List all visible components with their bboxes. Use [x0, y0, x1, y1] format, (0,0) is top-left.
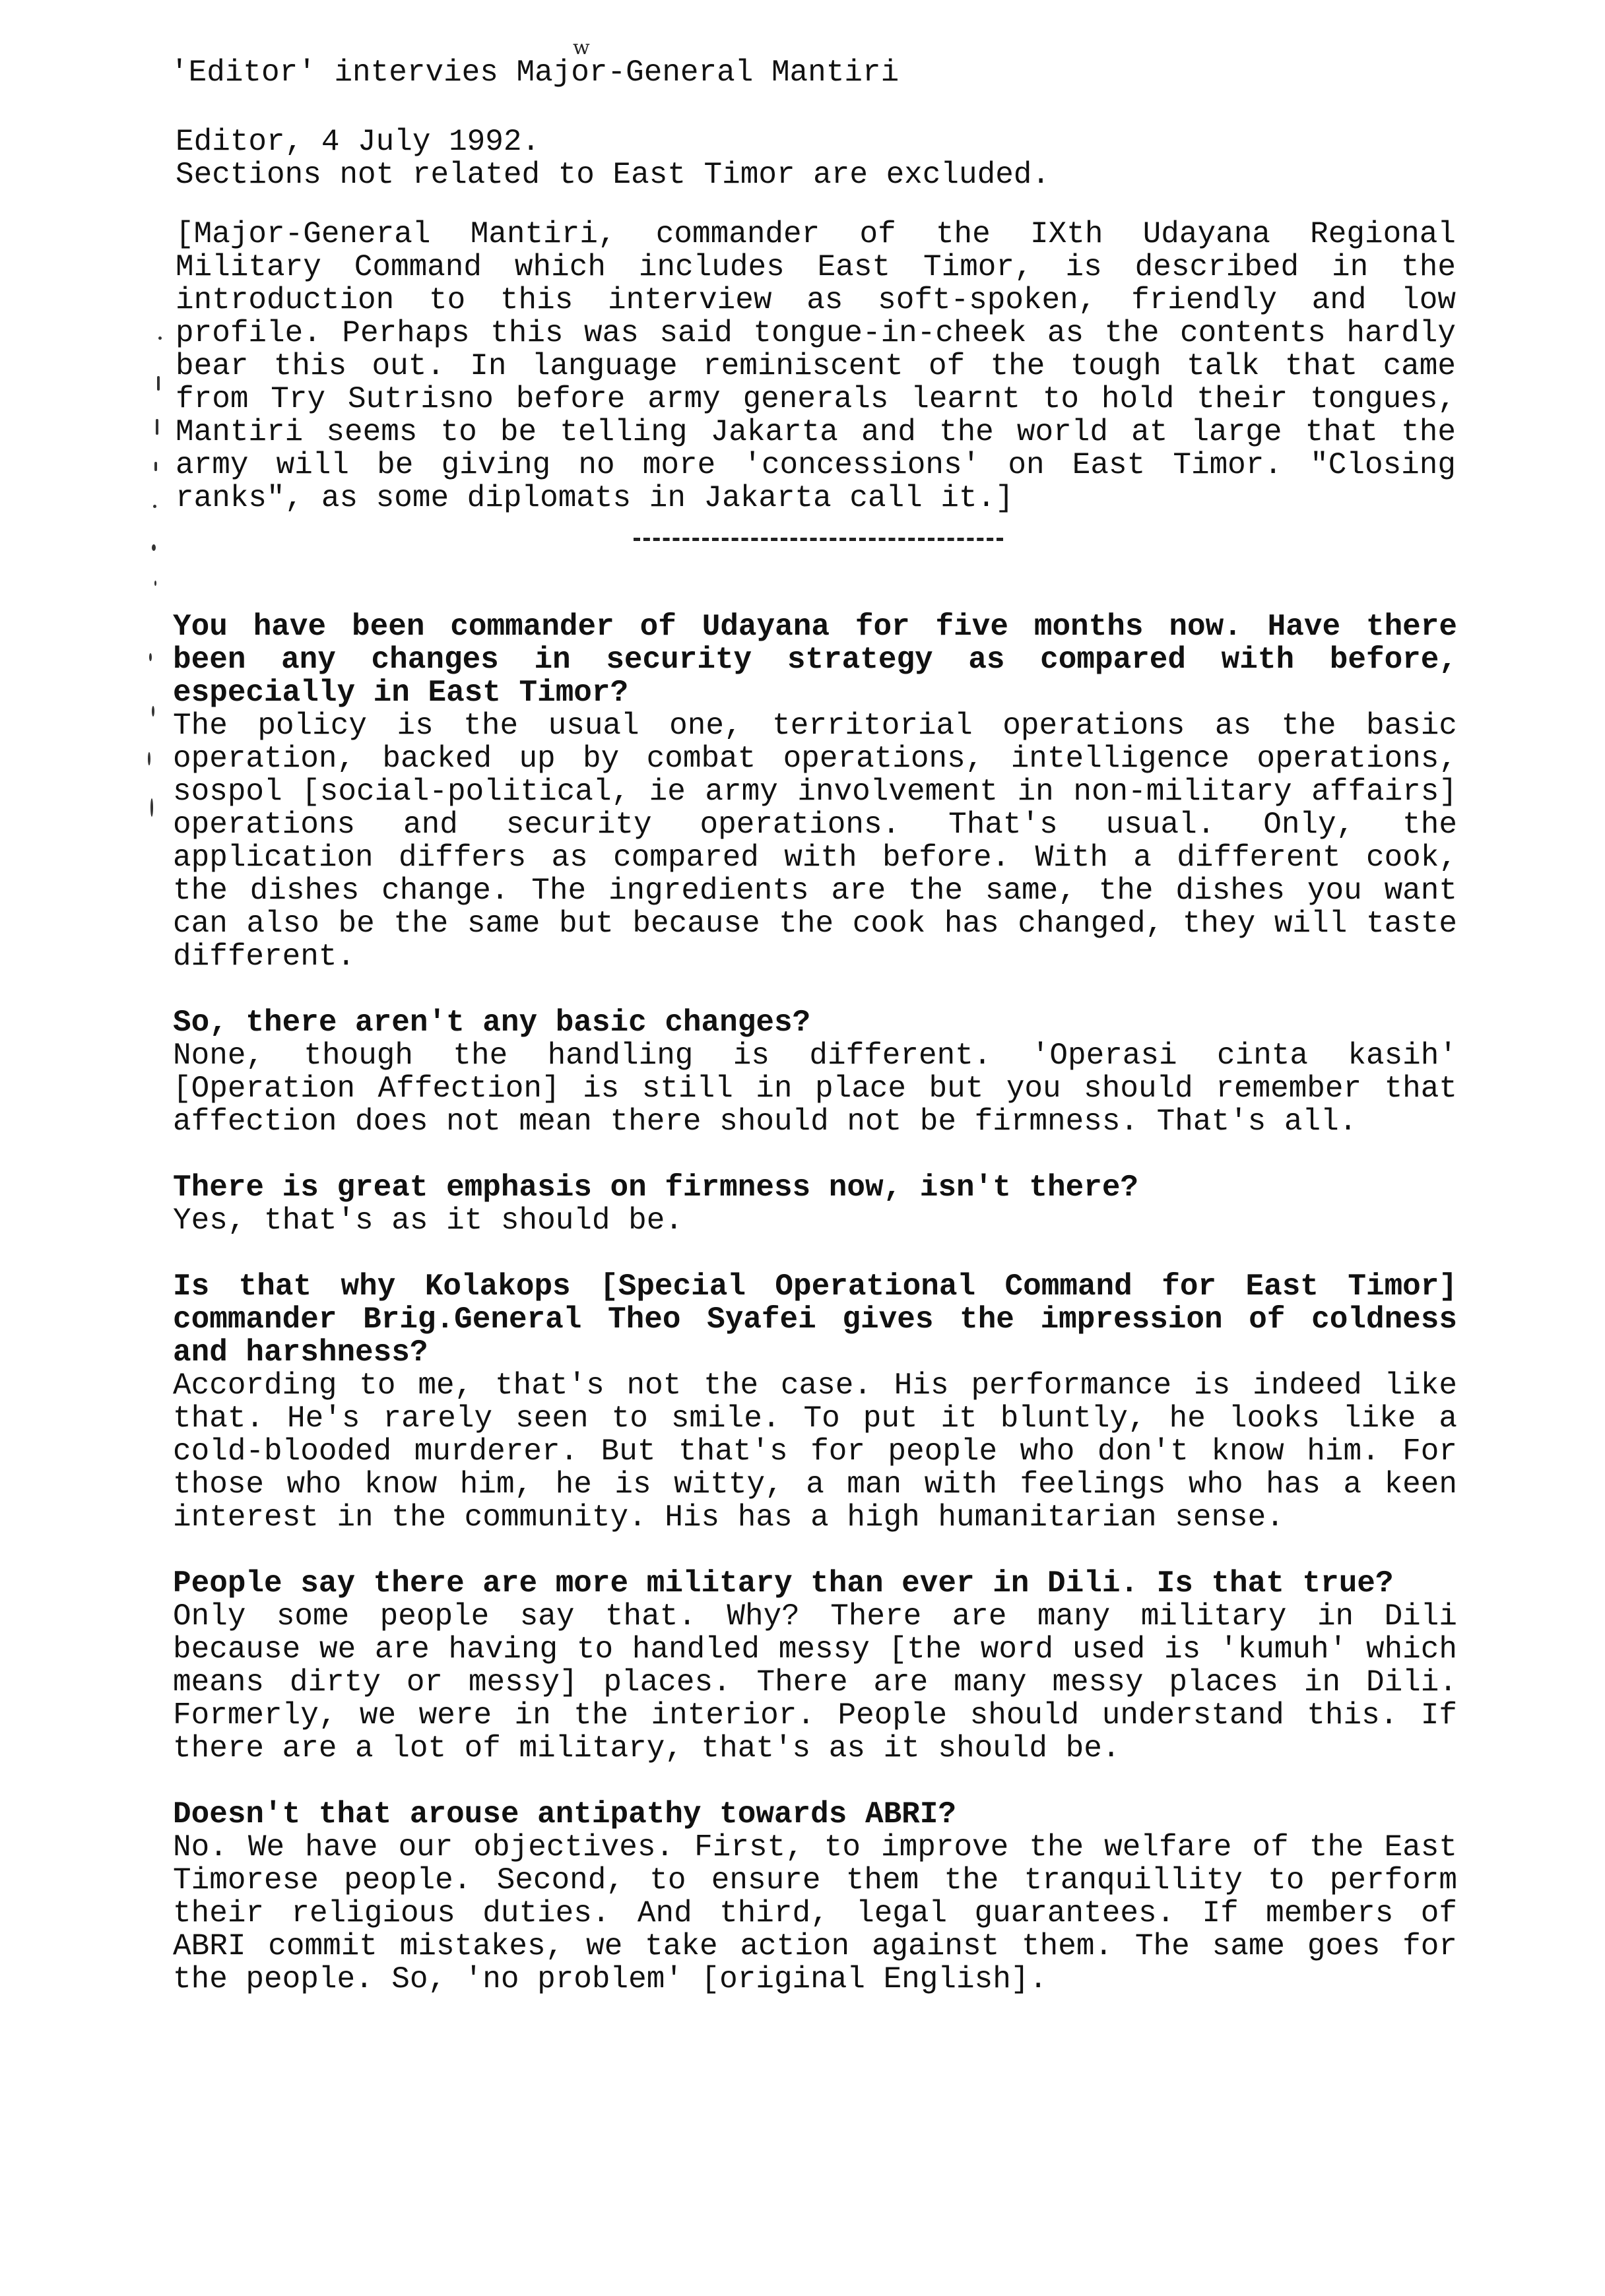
title-text-part1: 'Editor' intervie	[170, 55, 480, 90]
answer: None, though the handling is different. 'Operasi cinta kasih' [Operation Affection] is still in place but you should remember that affection does not mean there should not be firmness. That's all.	[173, 1038, 1457, 1139]
scan-speck	[154, 462, 157, 471]
question: Is that why Kolakops [Special Operational Command for East Timor] commander Brig.General Theo Syafei gives the impression of coldness and harshness?	[173, 1269, 1457, 1370]
qa-block	[173, 1270, 1457, 1534]
qa-block	[173, 1798, 1457, 1996]
qa-block	[173, 1006, 1457, 1138]
source-info	[176, 125, 1495, 191]
question: You have been commander of Udayana for five months now. Have there been any changes in security strategy as compared with before, especially in East Timor?	[173, 610, 1457, 710]
scan-speck	[152, 544, 156, 551]
handwritten-correction: w	[573, 36, 590, 59]
scan-speck	[152, 706, 154, 717]
margin-scan-marks	[132, 284, 172, 877]
qa-block	[173, 610, 1457, 973]
question: Doesn't that arouse antipathy towards ABRI?	[173, 1797, 956, 1832]
document-title	[170, 36, 1424, 92]
source-scope-line: Sections not related to East Timor are excluded.	[176, 158, 1051, 192]
scan-speck	[153, 505, 156, 508]
scan-speck	[150, 798, 153, 817]
scan-speck	[148, 752, 150, 765]
scan-speck	[157, 376, 160, 391]
answer: The policy is the usual one, territorial operations as the basic operation, backed up by combat operations, intelligence operations, sospol [social-political, ie army involvement in non-military affairs] operations and security operations. That's usual. Only, the application differs as compared with before. With a different cook, the dishes change. The ingredients are the same, the dishes you want can also be the same but because the cook has changed, they will taste different.	[173, 709, 1457, 974]
scan-speck	[158, 336, 162, 340]
scan-speck	[156, 419, 158, 435]
question: There is great emphasis on firmness now, isn't there?	[173, 1170, 1139, 1205]
scan-speck	[149, 653, 152, 661]
answer: No. We have our objectives. First, to improve the welfare of the East Timorese people. Second, to ensure them the tranquillity to perform their religious duties. And third, legal guarantees. If members of ABRI commit mistakes, we take action against them. The same goes for the people. So, 'no problem' [original English].	[173, 1830, 1457, 1996]
question: People say there are more military than ever in Dili. Is that true?	[173, 1566, 1394, 1601]
qa-block	[173, 1567, 1457, 1765]
qa-block	[173, 1171, 1457, 1237]
answer: Only some people say that. Why? There are many military in Dili because we are having to handled messy [the word used is 'kumuh' which means dirty or messy] places. There are many messy places in Dili. Formerly, we were in the interior. People should understand this. If there are a lot of military, that's as it should be.	[173, 1599, 1457, 1766]
scan-speck	[154, 581, 156, 586]
answer: According to me, that's not the case. His performance is indeed like that. He's rarely seen to smile. To put it bluntly, he looks like a cold-blooded murderer. But that's for people who don't know him. For those who know him, he is witty, a man with feelings who has a keen interest in the community. His has a high humanitarian sense.	[173, 1368, 1457, 1535]
answer: Yes, that's as it should be.	[173, 1203, 683, 1238]
editorial-introduction: [Major-General Mantiri, commander of the IXth Udayana Regional Military Command which includes East Timor, is described in the introduction to this interview as soft-spoken, friendly and low profile. Perhaps this was said tongue-in-cheek as the contents hardly bear this out. In language reminiscent of the tough talk that came from Try Sutrisno before army generals learnt to hold their tongues, Mantiri seems to be telling Jakarta and the world at large that the army will be giving no more 'concessions' on East Timor. "Closing ranks", as some diplomats in Jakarta call it.]	[176, 217, 1456, 515]
title-text-part2: s Major-General Mantiri	[480, 55, 900, 90]
source-date-line: Editor, 4 July 1992.	[176, 125, 540, 159]
question: So, there aren't any basic changes?	[173, 1005, 811, 1040]
interview-body	[173, 610, 1457, 2029]
section-divider	[634, 538, 1003, 541]
